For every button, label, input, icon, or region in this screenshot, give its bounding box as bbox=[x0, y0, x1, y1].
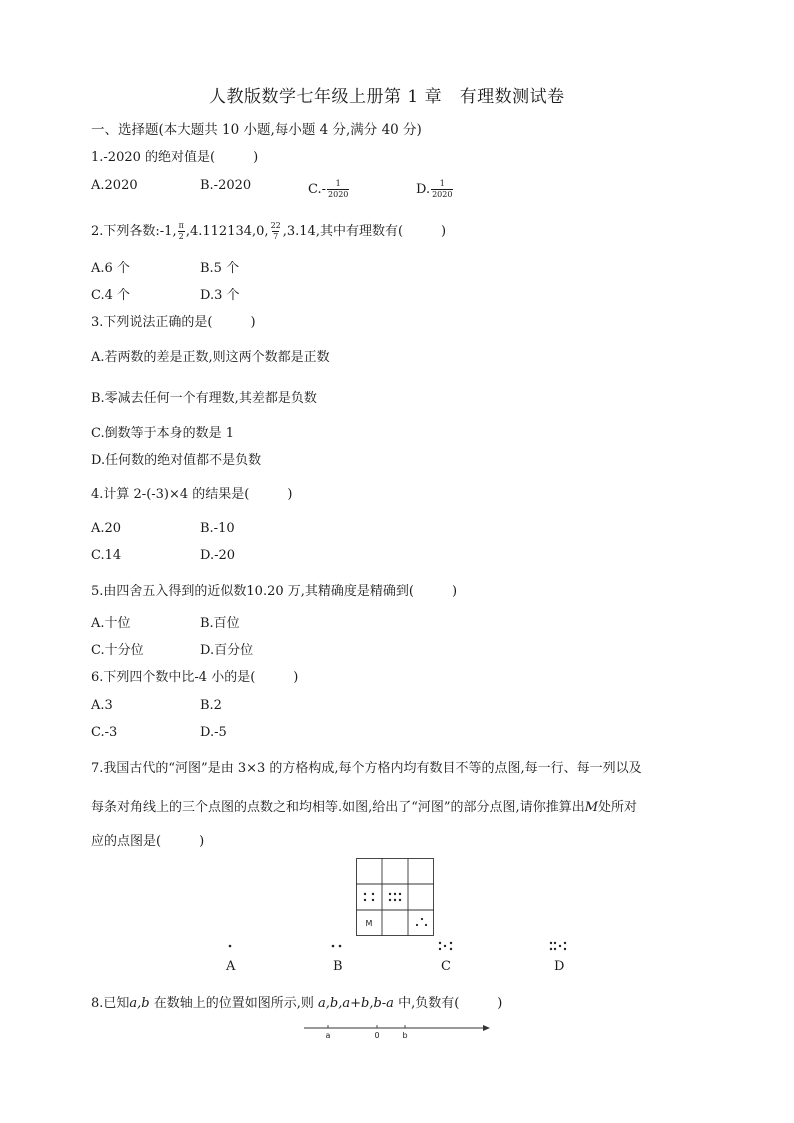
q1-close: ) bbox=[253, 150, 259, 165]
q2-fraction-pi bbox=[178, 222, 185, 241]
q6-option-a: A.3 bbox=[91, 698, 113, 713]
q7-var-m: M bbox=[584, 800, 599, 815]
q1-option-c-fraction bbox=[327, 180, 349, 199]
q1-option-d-fraction bbox=[431, 180, 453, 199]
q7-line3 bbox=[91, 835, 204, 848]
q5-option-c: C.十分位 bbox=[91, 643, 144, 658]
q5-option-d: D.百分位 bbox=[200, 643, 254, 658]
q6-stem-text: 6.下列四个数中比-4 小的是( bbox=[91, 670, 256, 685]
q4-stem-text: 4.计算 2-(-3)×4 的结果是( bbox=[91, 487, 250, 502]
number-line-arrow-icon bbox=[483, 1025, 490, 1031]
q1-option-c-den: 2020 bbox=[328, 190, 349, 199]
q7-line2 bbox=[91, 801, 637, 814]
q8-stem-vars: a,b bbox=[129, 996, 150, 1011]
q1-option-b: B.-2020 bbox=[200, 178, 252, 193]
q2-option-b: B.5 个 bbox=[200, 261, 240, 276]
q5-option-a: A.十位 bbox=[91, 616, 131, 631]
q7-line1: 7.我国古代的“河图”是由 3×3 的方格构成,每个方格内均有数目不等的点图,每一行、每一列以及 bbox=[91, 761, 642, 776]
q7-line2-end: 处所对 bbox=[598, 800, 638, 815]
q5-stem bbox=[91, 585, 457, 598]
q1-option-c-num: 1 bbox=[335, 179, 341, 188]
q2-frac2-den: 7 bbox=[273, 232, 279, 241]
q1-option-c bbox=[308, 180, 350, 199]
q7-option-b-dots bbox=[328, 940, 346, 952]
q7-option-a-label: A bbox=[226, 959, 236, 974]
grid-cell-m: M bbox=[365, 919, 373, 928]
q6-option-d: D.-5 bbox=[200, 725, 227, 740]
q2-frac1-den: 2 bbox=[178, 232, 184, 241]
q5-stem-text: 5.由四舍五入得到的近似数10.20 万,其精确度是精确到( bbox=[91, 584, 414, 599]
q7-option-b-label: B bbox=[333, 959, 343, 974]
q2-frac2-num: 22 bbox=[270, 221, 281, 230]
q8-stem-list: a,b,a+b,b-a bbox=[318, 996, 394, 1011]
q3-stem-text: 3.下列说法正确的是( bbox=[91, 315, 213, 330]
q8-stem bbox=[91, 997, 502, 1010]
q1-stem bbox=[91, 151, 258, 164]
q6-option-b: B.2 bbox=[200, 698, 222, 713]
q2-stem bbox=[91, 222, 446, 241]
q3-option-d: D.任何数的绝对值都不是负数 bbox=[91, 453, 262, 468]
q7-close: ) bbox=[199, 834, 205, 849]
q6-option-c: C.-3 bbox=[91, 725, 118, 740]
q7-option-d-dots bbox=[548, 939, 572, 953]
q1-option-d bbox=[416, 180, 454, 199]
q7-option-a-dots bbox=[224, 940, 236, 952]
q1-option-a: A.2020 bbox=[91, 178, 138, 193]
q1-stem-text: 1.-2020 的绝对值是( bbox=[91, 150, 216, 165]
q7-line3-text: 应的点图是( bbox=[91, 834, 162, 849]
q3-option-a: A.若两数的差是正数,则这两个数都是正数 bbox=[91, 350, 330, 365]
q5-option-b: B.百位 bbox=[200, 616, 240, 631]
hetu-grid bbox=[356, 858, 434, 936]
q8-stem-mid: 在数轴上的位置如图所示,则 bbox=[149, 996, 319, 1011]
q2-option-a: A.6 个 bbox=[91, 261, 130, 276]
axis-label-b: b bbox=[402, 1031, 408, 1040]
q4-option-d: D.-20 bbox=[200, 548, 236, 563]
q2-part1: 2.下列各数:-1, bbox=[91, 224, 177, 239]
q1-option-c-prefix: C.- bbox=[308, 182, 327, 197]
q4-option-a: A.20 bbox=[91, 521, 122, 536]
page-title: 人教版数学七年级上册第 1 章 有理数测试卷 bbox=[209, 87, 565, 107]
q2-close: ) bbox=[441, 224, 447, 239]
grid-cell-4-dots bbox=[364, 893, 374, 901]
q7-option-c-dots bbox=[436, 939, 456, 953]
q4-stem bbox=[91, 488, 292, 501]
q8-close: ) bbox=[497, 996, 503, 1011]
q7-line2-text: 每条对角线上的三个点图的点数之和均相等.如图,给出了“河图”的部分点图,请你推算出 bbox=[91, 800, 585, 815]
q2-fraction-22-7 bbox=[270, 222, 282, 241]
q8-stem-end: 中,负数有( bbox=[393, 996, 460, 1011]
q2-part2: ,4.112134,0, bbox=[185, 224, 269, 239]
q4-option-b: B.-10 bbox=[200, 521, 235, 536]
q5-close: ) bbox=[451, 584, 458, 599]
axis-label-0: 0 bbox=[374, 1031, 380, 1040]
number-line bbox=[300, 1020, 495, 1044]
section-heading: 一、选择题(本大题共 10 小题,每小题 4 分,满分 40 分) bbox=[91, 122, 422, 138]
q2-part3: ,3.14,其中有理数有( bbox=[282, 224, 404, 239]
q4-close: ) bbox=[287, 487, 293, 502]
grid-cell-6-dots bbox=[389, 893, 401, 901]
q1-option-d-prefix: D. bbox=[416, 182, 431, 197]
q4-option-c: C.14 bbox=[91, 548, 122, 563]
grid-cell-3-dots bbox=[416, 918, 427, 926]
q1-option-d-den: 2020 bbox=[432, 190, 453, 199]
q3-stem bbox=[91, 316, 256, 329]
q3-close: ) bbox=[250, 315, 256, 330]
q2-option-d: D.3 个 bbox=[200, 288, 240, 303]
q6-stem bbox=[91, 671, 298, 684]
axis-label-a: a bbox=[325, 1031, 331, 1040]
q1-option-d-num: 1 bbox=[439, 179, 445, 188]
q8-stem-pre: 8.已知 bbox=[91, 996, 130, 1011]
q3-option-c: C.倒数等于本身的数是 1 bbox=[91, 426, 235, 441]
q2-option-c: C.4 个 bbox=[91, 288, 131, 303]
q3-option-b: B.零减去任何一个有理数,其差都是负数 bbox=[91, 391, 317, 406]
q6-close: ) bbox=[293, 670, 299, 685]
q7-option-d-label: D bbox=[554, 959, 565, 974]
q2-frac1-num: π bbox=[178, 221, 184, 230]
q7-option-c-label: C bbox=[441, 959, 451, 974]
